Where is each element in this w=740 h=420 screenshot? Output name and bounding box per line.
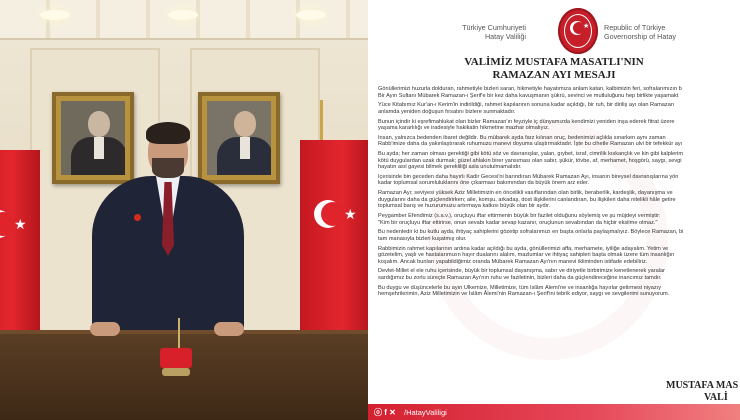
message-line: duygularını daha da güçlendirirken; aile, komşu, arkadaş, dost ilişkilerini canlandıran, bu ilişkileri daha nitelikli hâle getire	[378, 196, 676, 203]
signature-name: MUSTAFA MAS	[666, 380, 739, 391]
desk	[0, 334, 368, 420]
title-line: VALİMİZ MUSTAFA MASATLI'NIN	[464, 56, 644, 68]
message-paragraph	[378, 119, 740, 132]
signature-role: VALİ	[704, 392, 728, 403]
title-line: RAMAZAN AYI MESAJI	[492, 69, 616, 81]
message-line: gözetelim, yaşlı ve hastalarımızın hayır dualarını alalım, mazlumlar ve ihtiyaç sahipleri başta olmak üzere tüm insanlığın	[378, 252, 675, 259]
letterhead-tr-line: Hatay Valiliği	[484, 31, 526, 41]
message-line: koşalım. Ancak bunları yapabildiğimiz oranda Mübarek Ramazan Ayı'nın manevi ikliminden istifade edebiliriz.	[378, 258, 648, 265]
turkish-flag-right: ★	[300, 140, 368, 350]
ceiling-lamp	[168, 10, 198, 20]
message-line: kötü duygulardan uzak durmak; güzel ahlakın birer yansıması olan sabır, şükür, tövbe, af, merhamet, hoşgörü, saygı, sevgi	[378, 157, 682, 164]
message-body	[378, 86, 740, 301]
message-line: "Kim bir oruçluyu iftar ettirirse, onun sevabı kadar sevap kazanır, oruçlunun sevabından da hiçbir eksilme olmaz."	[378, 219, 658, 226]
document-title	[368, 56, 740, 82]
ceiling	[0, 0, 368, 40]
message-line: Rabbimizin rahmet kapılarının ardına kadar açıldığı bu ayda, gönüllerimizi affa, merhamete, iyiliğe adayalım. Yetim ve	[378, 245, 669, 252]
ceiling-lamp	[296, 10, 326, 20]
message-line: Bir Ayın Sultanı Mübarek Ramazan-ı Şerif'e bir kez daha kavuşmanın şükrü, sevinci ve mutluluğunu hep birlikte yaşamakt	[378, 92, 679, 99]
letterhead-en-line: Republic of Türkiye	[604, 23, 666, 32]
message-line: Ramazan Ayı; seviyesi yüksek Aziz Milletimizin en öncelikli vasıflarından olan birlik, beraberlik, kardeşlik, dayanışma ve	[378, 190, 673, 197]
letterhead-tr-line: Türkiye Cumhuriyeti	[462, 23, 526, 32]
letterhead-en	[604, 24, 676, 41]
message-line: Bu ayda; her zaman olması gerektiği gibi kötü söz ve davranışlar, yalan, gıybet, israf, cimrilik kıskançlık ve kin gibi kalplerim	[378, 151, 683, 158]
message-line: tam manasıyla bizleri kuşatmış olur.	[378, 235, 467, 242]
letterhead-tr	[462, 24, 526, 41]
message-line: Bu nedenledir ki bu kutlu ayda, ihtiyaç sahiplerini gözetip sofralarımızı en başta onlarla paylaşmalıyız. Böylece Ramazan, bi	[378, 229, 684, 236]
message-line: yaşama kararlılığı ve iradesiyle hakikatin hikmetine mazhar olmalıyız.	[378, 125, 550, 132]
turkish-flag-left: ★	[0, 150, 40, 360]
message-line: Yüce Kitabımız Kur'an-ı Kerim'in indirildiği, rahmet kapılarının sonuna kadar açıldığı, bir ruh, bir diriliş ayı olan Ramazan	[378, 102, 674, 109]
social-handle: /HatayValiligi	[404, 408, 447, 417]
message-line: hemşehrilerimin, Aziz Milletimizin ve İslâm Âlemi'nin Ramazan-ı Şerif'ini tebrik ediyor, saygı ve sevgilerimi sunuyorum.	[378, 291, 670, 298]
message-line: toplumsal barış ve huzurumuzu artırmaya katkısı büyük olan bir aydır.	[378, 203, 551, 210]
message-paragraph	[378, 285, 740, 298]
message-line: Bunun içindir ki eşrefimahlukat olan bizler Ramazan'ın feyziyle iç dünyamızda kendimizi yeniden inşa ederek fitrat üzere	[378, 118, 675, 125]
message-paragraph	[378, 213, 740, 226]
letterhead-en-line: Governorship of Hatay	[604, 31, 676, 41]
portrait-frame-president	[198, 92, 280, 184]
social-icons: ⓞ f ✕	[374, 408, 396, 417]
message-paragraph	[378, 174, 740, 187]
governor-photo	[0, 0, 368, 420]
message-line: Peygamber Efendimiz (s.a.v.), oruçluyu iftar ettirmenin büyük bir fazilet olduğunu söylemiş ve şu müjdeyi vermiştir:	[378, 213, 661, 220]
message-line: hayatın asıl gayesi bilmek gerekliliği asla unutulmamalıdır.	[378, 164, 522, 171]
signature-block	[666, 380, 738, 404]
social-footer	[368, 404, 740, 420]
governorship-emblem-icon: ★	[558, 8, 598, 54]
message-line: sardığımız bu zorlu süreçte Ramazan Ayı'nın ruhu ve faziletinin, bizleri daha da güçlendireceğine inancımız tamdır.	[378, 274, 662, 281]
message-paragraph	[378, 151, 740, 171]
portrait-frame-ataturk	[52, 92, 134, 184]
message-paragraph	[378, 135, 740, 148]
ceiling-lamp	[40, 10, 70, 20]
message-paragraph	[378, 190, 740, 210]
message-line: Gönüllerimizi huzurla dolduran, rahmetiyle bizleri saran, hikmetiyle hayatımıza anlam katan, kalbimizin feri, sofralarımızın b	[378, 86, 682, 92]
letterhead	[368, 4, 740, 60]
message-paragraph	[378, 268, 740, 281]
desk-flag	[160, 348, 192, 368]
message-line: kadar toplumsal sorumluluklarını öne çıkarması bakımından da büyük önem arz eder.	[378, 180, 590, 187]
message-line: anlamda yeniden doğuşun fırsatını bizlere sunmaktadır.	[378, 108, 516, 115]
message-paragraph	[378, 102, 740, 115]
message-line: Devlet-Millet el ele ruhu içerisinde, büyük bir toplumsal dayanışma, sabır ve diriyetle birbirimize kenetlenerek yaralar	[378, 268, 665, 275]
ramadan-message-document	[368, 0, 740, 420]
message-paragraph	[378, 86, 740, 99]
message-paragraph	[378, 246, 740, 266]
message-line: Rabb'imize daha da yakınlaştırarak ruhumuzu manevi doyuma ulaştırmaktadır. İşte bu cihetle Ramazan ulvi bir tefekkür ayı	[378, 141, 683, 148]
message-line: İçerisinde bin geceden daha hayırlı Kadir Gecesi'ni barındıran Mübarek Ramazan Ayı, insanın bireysel davranışlarına yön	[378, 173, 679, 180]
message-paragraph	[378, 229, 740, 242]
message-line: İnsan, yalnızca bedenden ibaret değildir. Bu mübarek ayda farz kılınan oruç, bedenimizi açlıkla sınarken aynı zaman	[378, 134, 666, 141]
message-line: Bu duygu ve düşüncelerle bu ayın Ülkemize, Milletimize, tüm İslâm Âlemi'ne ve insanlığa hayırlar getirmesi niyazıy	[378, 284, 662, 291]
